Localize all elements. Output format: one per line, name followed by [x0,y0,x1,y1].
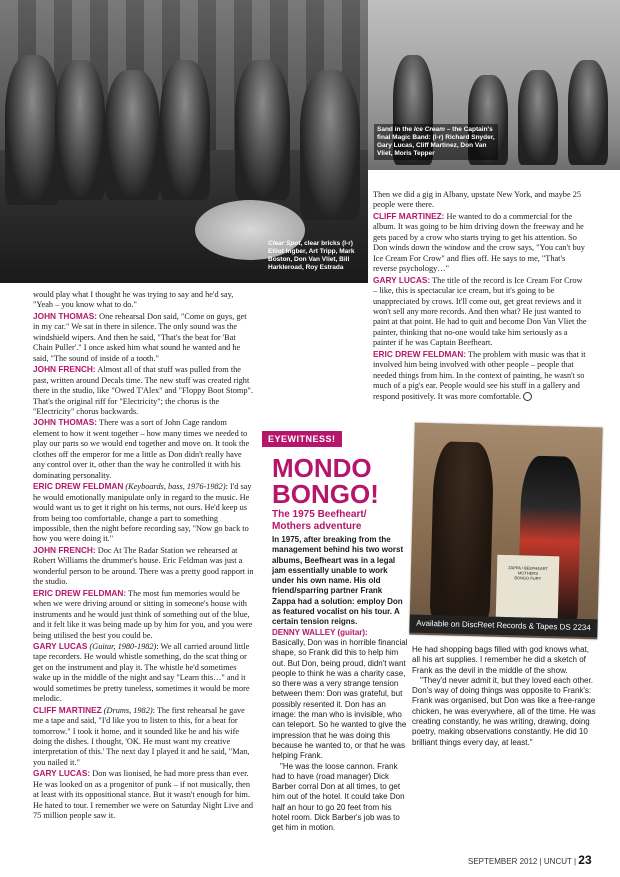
paragraph-text: Almost all of that stuff was pulled from the past, written around Decals time. The new stuff was created right there in the studio, like "Owed T'Alex" and "Floppy Boot Stomp". That's the original riff for "Electricity"; the chorus is the "Electricity" chorus backwards. [33,365,253,416]
bongo-fury-album-cover: ZAPPA / BEEFHEART MOTHERS BONGO FURY [496,555,560,619]
article-paragraph [33,417,255,481]
paragraph-text: : I'd say he would emotionally manipulate only in regard to the music. He would want us to get it right on his terms, not ours. He'd keep us from being too comfortable, change a part to something impossible, then the night before recording say, "Now go back to how you were doing it." [33,482,252,544]
paragraph-text: The title of the record is Ice Cream For Crow – like, this is spectacular ice cream, but it's going to be unappreciated by crows. It'll come out, get great reviews and it won't sell any more records. And then what? He just wanted to paint at that point. He had to quit and become Don Van Vliet the painter, thinking that no-one would take him seriously as a painter if he was Captain Beefheart. [373,275,587,348]
article-column-left [33,290,255,822]
speaker-name: JOHN THOMAS: [33,310,98,321]
photo-figure [300,70,360,220]
side-photo-caption: Sand in the Ice Cream – the Captain's final Magic Band: (l-r) Richard Snyder, Gary Lucas, Cliff Martinez, Don Van Vliet, Moris Tepper [374,124,498,160]
article-paragraph [33,290,255,311]
article-paragraph [33,768,255,821]
speaker-name: CLIFF MARTINEZ: [373,210,445,221]
speaker-name: JOHN THOMAS: [33,417,98,428]
article-paragraph [33,545,255,588]
speaker-name: JOHN FRENCH: [33,364,96,375]
sidebar-paragraph: "They'd never admit it, but they loved each other. Don's way of doing things was opposite to Frank's: Frank was organised, but Don was like a free-range chicken, he was everywhere, all of the time. He was creating constantly, he was writing, drawing, doing poetry, making observations constantly. He did 10 brilliant things every day, at least." [412,675,596,747]
paragraph-text: Doc At The Radar Station we rehearsed at Robert Williams the drummer's house. Eric Feldman was just a wonderful person to be around. There was a pretty good rapport in the studio. [33,545,254,587]
eyewitness-sidebar [262,425,600,865]
main-photo-caption: Clear Spot, clear bricks (l-r) Elliot Ingber, Art Tripp, Mark Boston, Don Van Vliet, Bill Harkleroad, Roy Estrada [268,240,355,271]
speaker-note: (Keyboards, bass, 1976-1982) [123,482,226,492]
photo-figure [518,70,558,165]
speaker-name: ERIC DREW FELDMAN: [33,587,127,598]
end-mark-icon [523,392,532,401]
article-paragraph [33,641,255,705]
paragraph-text: : The first rehearsal he gave me a tape and said, "I'd like you to listen to this, for a beat for tomorrow." I took it home, and it sounded like he and his wife doing the dishes. I thought, 'OK. He must want my creative interpretation of this.' The next day I played it and he said, "Man, you nailed it." [33,705,250,767]
sidebar-intro: In 1975, after breaking from the management behind his two worst albums, Beefheart was in a legal jam essentially unable to work under his own name. His old friend/sparring partner Frank Zappa had a solution: employ Don as featured vocalist on his tour. A certain tension reigns. [272,535,404,627]
article-paragraph [33,481,255,545]
eyewitness-label: EYEWITNESS! [262,431,342,447]
article-paragraph [373,190,587,211]
speaker-name: ERIC DREW FELDMAN: [373,348,467,359]
photo-figure [5,55,60,205]
paragraph-text: He wanted to do a commercial for the album. It was going to be him driving down the freeway and he gets paced by a crow who starts trying to get his attention. So Don winds down the window and the crow says, "You can't buy Ice Cream For Crow" and flies off. He says to me, "That's reverse psychology…" [373,211,585,274]
photo-figure [235,60,290,200]
article-paragraph [33,364,255,417]
article-paragraph [33,588,255,641]
article-paragraph [33,311,255,364]
photo-figure [568,60,608,165]
article-paragraph [373,349,587,402]
photo-figure-zappa [430,441,495,623]
article-paragraph [373,275,587,349]
photo-figure [105,70,160,200]
speaker-name: GARY LUCAS: [373,274,431,285]
paragraph-text: There was a sort of John Cage random element to how it went together – how many times we needed to play our parts so we would end together and move on. It took the clothes off the emperor for me a little as Don didn't really have any control over it, other than the way he controlled it with his dominating personality. [33,418,250,480]
paragraph-text: One rehearsal Don said, "Come on guys, get in my car." We sat in there in silence. The only sound was the windshield wipers. And then he said, "That's the beat for 'Bat Chain Puller'." I once asked him what sound he wanted and he said, "The sound of inside of a tooth." [33,311,247,363]
photo-figure [55,60,105,200]
page-number: 23 [578,853,592,867]
paragraph-text: : We all carried around little tape recorders. He would whistle something, do the scat thing or get on the instrument and play it. The whistle he'd sometimes wake up in the middle of the night and say "Learn this…" and it would sometimes be pretty tuneless, sometimes it would be more melodic. [33,641,250,704]
speaker-note: (Guitar, 1980-1982) [87,641,157,651]
speaker-name: ERIC DREW FELDMAN [33,481,124,492]
band-photo-clear-spot [0,0,368,283]
sidebar-subtitle: The 1975 Beefheart/ Mothers adventure [272,509,367,532]
speaker-name: GARY LUCAS: [33,768,91,779]
photo-figure [160,60,210,200]
paragraph-text: would play what I thought he was trying to say and he'd say, "Yeah – you know what to do." [33,290,234,310]
sidebar-title: MONDO BONGO! [272,453,379,509]
paragraph-text: Then we did a gig in Albany, upstate New York, and maybe 25 people were there. [373,190,582,210]
speaker-name: JOHN FRENCH: [33,544,96,555]
paragraph-text: Don was lionised, he had more press than ever. He was looked on as a progenitor of punk – if not musically, then at least with its oppositional stance. But it wasn't enough for him. He hated to tour. I remember we were on Saturday Night Live and 75 million people saw it. [33,769,254,821]
speaker-note: (Drums, 1982) [101,705,153,715]
sidebar-text-right [412,645,598,748]
sidebar-text-left [272,535,408,834]
paragraph-text: The problem with music was that it involved him being involved with other people – people that needed things from him. In the context of painting, he wasn't so much of a pig's ear. People would see his stuff in a gallery and respond positively. It was more comfortable. [373,349,586,401]
sidebar-speaker: DENNY WALLEY (guitar): [272,627,368,637]
sidebar-paragraph: He had shopping bags filled with god knows what, all his art supplies. I remember he did a sketch of Frank as the devil in the middle of the show. [412,645,589,675]
sidebar-paragraph: Basically, Don was in horrible financial shape, so Frank did this to help him out. But Don, being proud, didn't want people to think he was a charity case, so there was a very strange tension between them: Don was grateful, but possibly resented it. Don has an image: the man who is invisible, who can teleport. So he wanted to give the impression that he was doing this because he wanted to, or that he was helping Frank. [272,637,408,761]
paragraph-text: The most fun memories would be when we were driving around or sitting in someone's house with instruments and he would just think of something out of the blue, and it felt like it was being made up by him for you, and you were being utilised the best you could be. [33,588,253,640]
sidebar-paragraph: "He was the loose cannon. Frank had to have (road manager) Dick Barber corral Don at all times, to get him out of the hotel. It could take Don half an hour to go 20 feet from his hotel room. Dick Barber's job was to get him in motion. [272,761,405,833]
article-paragraph [373,211,587,275]
zappa-beefheart-photo [409,423,602,640]
speaker-name: GARY LUCAS [33,640,88,651]
article-column-right [373,190,587,402]
article-paragraph [33,705,255,769]
availability-banner: Available on DiscReet Records & Tapes DS 2234 [409,615,597,638]
band-photo-magic-band [368,0,620,170]
speaker-name: CLIFF MARTINEZ [33,704,102,715]
page-folio: SEPTEMBER 2012 | UNCUT | 23 [468,853,592,867]
